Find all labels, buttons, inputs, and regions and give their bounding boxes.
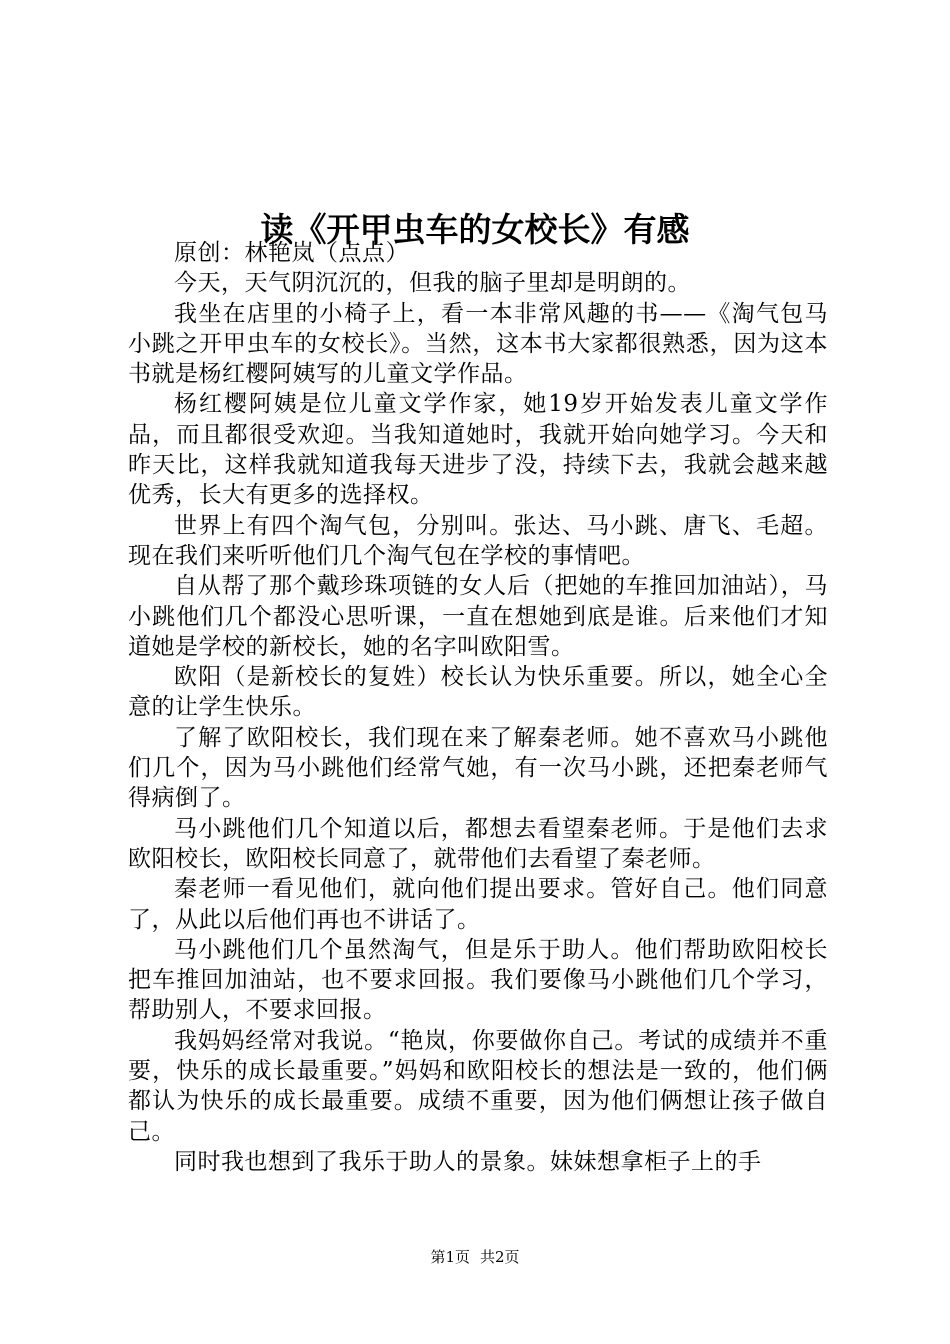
paragraph: 自从帮了那个戴珍珠项链的女人后（把她的车推回加油站），马小跳他们几个都没心思听课，一直在想她到底是谁。后来他们才知道她是学校的新校长，她的名字叫欧阳雪。 xyxy=(128,573,828,660)
paragraph: 马小跳他们几个知道以后，都想去看望秦老师。于是他们去求欧阳校长，欧阳校长同意了，就带他们去看望了秦老师。 xyxy=(128,815,828,872)
page-total: 共2页 xyxy=(480,1248,520,1266)
paragraph: 世界上有四个淘气包，分别叫。张达、马小跳、唐飞、毛超。现在我们来听听他们几个淘气包在学校的事情吧。 xyxy=(128,512,828,569)
document-title: 读《开甲虫车的女校长》有感 xyxy=(260,210,690,250)
author-line: 原创：林艳岚（点点） xyxy=(174,240,409,266)
paragraph: 秦老师一看见他们，就向他们提出要求。管好自己。他们同意了，从此以后他们再也不讲话了。 xyxy=(128,876,828,933)
paragraph: 我坐在店里的小椅子上，看一本非常风趣的书——《淘气包马小跳之开甲虫车的女校长》。当然，这本书大家都很熟悉，因为这本书就是杨红樱阿姨写的儿童文学作品。 xyxy=(128,300,828,388)
paragraph: 马小跳他们几个虽然淘气，但是乐于助人。他们帮助欧阳校长把车推回加油站，也不要求回报。我们要像马小跳他们几个学习，帮助别人，不要求回报。 xyxy=(128,936,828,1024)
paragraph: 杨红樱阿姨是位儿童文学作家，她19岁开始发表儿童文学作品，而且都很受欢迎。当我知道她时，我就开始向她学习。今天和昨天比，这样我就知道我每天进步了没，持续下去，我就会越来越优秀，长大有更多的选择权。 xyxy=(128,391,828,509)
paragraph: 我妈妈经常对我说。“艳岚，你要做你自己。考试的成绩并不重要，快乐的成长最重要。”妈妈和欧阳校长的想法是一致的，他们俩都认为快乐的成长最重要。成绩不重要，因为他们俩想让孩子做自己。 xyxy=(128,1027,828,1145)
paragraph: 欧阳（是新校长的复姓）校长认为快乐重要。所以，她全心全意的让学生快乐。 xyxy=(128,664,828,721)
paragraph: 了解了欧阳校长，我们现在来了解秦老师。她不喜欢马小跳他们几个，因为马小跳他们经常气她，有一次马小跳，还把秦老师气得病倒了。 xyxy=(128,724,828,812)
document-body xyxy=(128,238,828,1177)
page-footer xyxy=(0,1247,950,1267)
page-number: 第1页 xyxy=(430,1248,470,1266)
paragraph: 今天，天气阴沉沉的，但我的脑子里却是明朗的。 xyxy=(174,270,691,297)
paragraph: 同时我也想到了我乐于助人的景象。妹妹想拿柜子上的手 xyxy=(174,1148,762,1175)
